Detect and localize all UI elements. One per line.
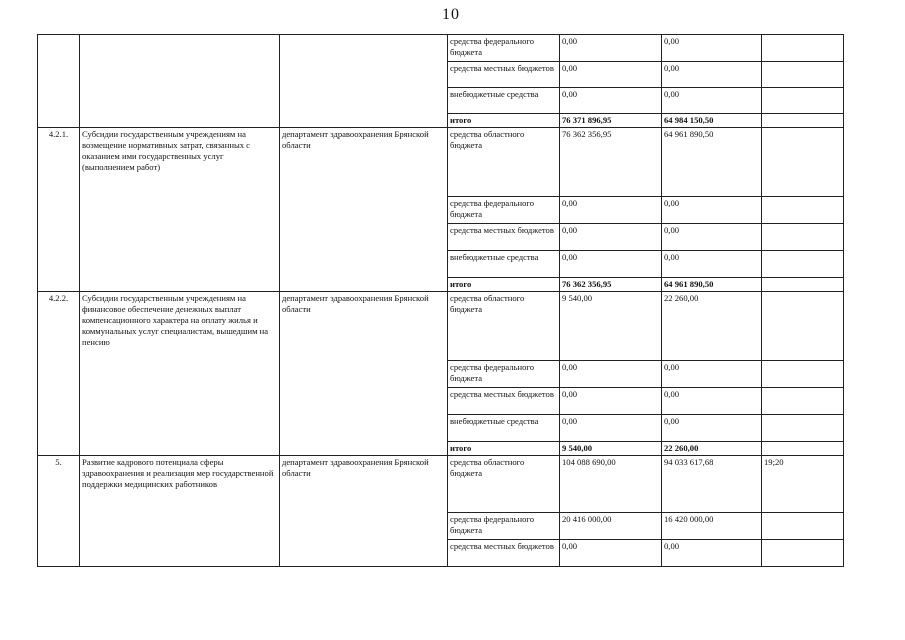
source-cell: средства федерального бюджета xyxy=(448,361,560,388)
code-cell: 5. xyxy=(38,456,80,567)
source-cell: средства местных бюджетов xyxy=(448,224,560,251)
value-2018-cell: 0,00 xyxy=(560,251,662,278)
value-2018-cell: 0,00 xyxy=(560,88,662,114)
table-row xyxy=(38,35,844,62)
value-2019-cell: 0,00 xyxy=(662,88,762,114)
name-cell: Субсидии государственным учреждениям на финансовое обеспечение денежных выплат компенсационного характера на оплату жилья и коммунальных услуг специалистам, вышедшим на пенсию xyxy=(80,292,280,456)
source-cell: средства местных бюджетов xyxy=(448,540,560,567)
table-row xyxy=(38,128,844,197)
source-cell: средства областного бюджета xyxy=(448,456,560,513)
value-2018-cell: 0,00 xyxy=(560,224,662,251)
executor-cell: департамент здравоохранения Брянской области xyxy=(280,128,448,292)
indicator-cell xyxy=(762,197,844,224)
indicator-cell xyxy=(762,442,844,456)
total-label-cell: итого xyxy=(448,114,560,128)
indicator-cell xyxy=(762,292,844,361)
value-2018-cell: 0,00 xyxy=(560,62,662,88)
table-row xyxy=(38,456,844,513)
source-cell: средства федерального бюджета xyxy=(448,197,560,224)
code-cell: 4.2.1. xyxy=(38,128,80,292)
value-2019-cell: 64 961 890,50 xyxy=(662,128,762,197)
value-2019-cell: 0,00 xyxy=(662,388,762,415)
page-number: 10 xyxy=(442,6,460,23)
value-2018-cell: 0,00 xyxy=(560,197,662,224)
value-2019-cell: 94 033 617,68 xyxy=(662,456,762,513)
value-2019-cell: 0,00 xyxy=(662,224,762,251)
value-2018-cell: 0,00 xyxy=(560,361,662,388)
indicator-cell xyxy=(762,278,844,292)
value-2019-cell: 0,00 xyxy=(662,415,762,442)
name-cell xyxy=(80,35,280,128)
value-2018-cell: 9 540,00 xyxy=(560,292,662,361)
indicator-cell xyxy=(762,415,844,442)
total-label-cell: итого xyxy=(448,278,560,292)
source-cell: средства областного бюджета xyxy=(448,128,560,197)
indicator-cell: 19;20 xyxy=(762,456,844,513)
value-2019-cell: 16 420 000,00 xyxy=(662,513,762,540)
value-2018-cell: 20 416 000,00 xyxy=(560,513,662,540)
executor-cell xyxy=(280,35,448,128)
total-2018-cell: 76 362 356,95 xyxy=(560,278,662,292)
total-2018-cell: 9 540,00 xyxy=(560,442,662,456)
indicator-cell xyxy=(762,128,844,197)
source-cell: средства областного бюджета xyxy=(448,292,560,361)
source-cell: средства местных бюджетов xyxy=(448,388,560,415)
value-2019-cell: 0,00 xyxy=(662,361,762,388)
indicator-cell xyxy=(762,540,844,567)
source-cell: средства местных бюджетов xyxy=(448,62,560,88)
executor-cell: департамент здравоохранения Брянской области xyxy=(280,292,448,456)
source-cell: средства федерального бюджета xyxy=(448,35,560,62)
indicator-cell xyxy=(762,251,844,278)
total-2019-cell: 64 961 890,50 xyxy=(662,278,762,292)
total-2019-cell: 22 260,00 xyxy=(662,442,762,456)
code-cell: 4.2.2. xyxy=(38,292,80,456)
value-2019-cell: 22 260,00 xyxy=(662,292,762,361)
value-2019-cell: 0,00 xyxy=(662,197,762,224)
value-2019-cell: 0,00 xyxy=(662,62,762,88)
name-cell: Развитие кадрового потенциала сферы здравоохранения и реализация мер государственной поддержки медицинских работников xyxy=(80,456,280,567)
indicator-cell xyxy=(762,35,844,62)
indicator-cell xyxy=(762,114,844,128)
value-2019-cell: 0,00 xyxy=(662,35,762,62)
indicator-cell xyxy=(762,224,844,251)
value-2019-cell: 0,00 xyxy=(662,251,762,278)
total-label-cell: итого xyxy=(448,442,560,456)
value-2018-cell: 0,00 xyxy=(560,540,662,567)
indicator-cell xyxy=(762,62,844,88)
code-cell xyxy=(38,35,80,128)
budget-table xyxy=(37,34,844,567)
value-2018-cell: 0,00 xyxy=(560,415,662,442)
source-cell: средства федерального бюджета xyxy=(448,513,560,540)
indicator-cell xyxy=(762,361,844,388)
value-2019-cell: 0,00 xyxy=(662,540,762,567)
value-2018-cell: 0,00 xyxy=(560,35,662,62)
table-row xyxy=(38,292,844,361)
indicator-cell xyxy=(762,88,844,114)
total-2019-cell: 64 984 150,50 xyxy=(662,114,762,128)
indicator-cell xyxy=(762,388,844,415)
executor-cell: департамент здравоохранения Брянской области xyxy=(280,456,448,567)
value-2018-cell: 104 088 690,00 xyxy=(560,456,662,513)
indicator-cell xyxy=(762,513,844,540)
name-cell: Субсидии государственным учреждениям на возмещение нормативных затрат, связанных с оказанием ими государственных услуг (выполнением работ) xyxy=(80,128,280,292)
value-2018-cell: 76 362 356,95 xyxy=(560,128,662,197)
value-2018-cell: 0,00 xyxy=(560,388,662,415)
source-cell: внебюджетные средства xyxy=(448,88,560,114)
total-2018-cell: 76 371 896,95 xyxy=(560,114,662,128)
source-cell: внебюджетные средства xyxy=(448,251,560,278)
source-cell: внебюджетные средства xyxy=(448,415,560,442)
